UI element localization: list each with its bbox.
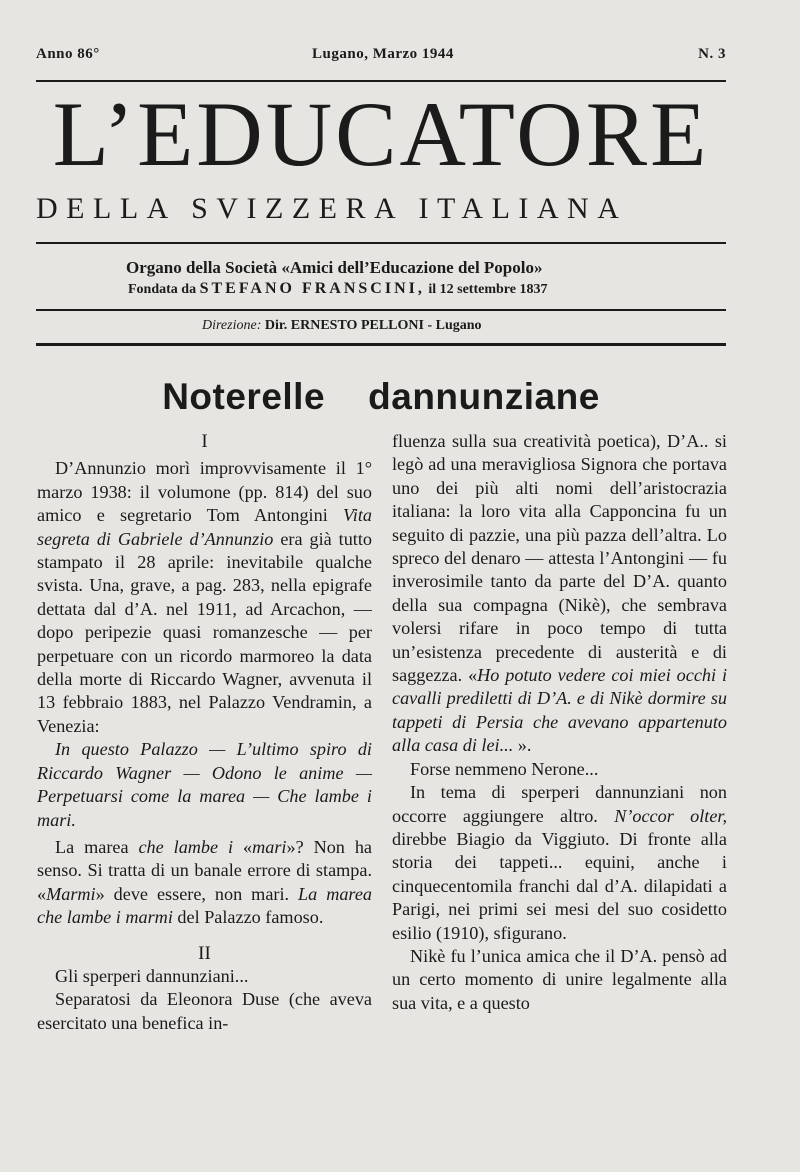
rule-above-direction (36, 309, 726, 311)
founded-prefix: Fondata da (128, 282, 197, 297)
paragraph: In tema di sperperi dannunziani non occorre aggiungere altro. N’occor olter, direbbe Biagio da Viggiuto. Di fronte alla storia dei tappeti... equini, anche i cinquecentomila franchi dal d’A. dilapidati a Parigi, nei primi sei mesi del suo cosidetto esilio (1910), sfigurano. (392, 782, 727, 943)
founder-name: STEFANO FRANSCINI, (199, 280, 425, 297)
issue-year: Anno 86° (36, 46, 100, 62)
rule-under-subtitle (36, 242, 726, 244)
issue-number: N. 3 (698, 46, 726, 62)
organo-line: Organo della Società «Amici dell’Educazione del Popolo» (126, 258, 543, 277)
header-line (36, 46, 726, 68)
paragraph: La marea che lambe i «mari»? Non ha senso. Si tratta di un banale errore di stampa. «Marmi» deve essere, non mari. La marea che lambe i marmi del Palazzo famoso. (37, 836, 373, 928)
rule-top (36, 80, 726, 82)
director-name: Dir. ERNESTO PELLONI - Lugano (264, 318, 482, 333)
direction-line (202, 318, 482, 334)
article-right-column (392, 430, 727, 1015)
journal-title: L’EDUCATORE (52, 83, 710, 185)
paragraph: Separatosi da Eleonora Duse (che aveva esercitato una benefica in- (37, 989, 372, 1033)
paragraph: D’Annunzio morì improvvisamente il 1° marzo 1938: il volumone (pp. 814) del suo amico e segretario Tom Antongini Vita segreta di Gabriele d’Annunzio era già tutto stampato il 28 aprile: inevitabile qualche svista. Una, grave, a pag. 283, nella epigrafe dettata dal d’A. nel 1911, ad Arcachon, — dopo peripezie quasi romanzesche — per perpetuare con un ricordo marmoreo la data della morte di Riccardo Wagner, avvenuta il 13 febbraio 1883, nel Palazzo Vendramin, a Venezia: (37, 458, 372, 736)
rule-bottom-masthead (36, 343, 726, 346)
place-date: Lugano, Marzo 1944 (312, 46, 454, 62)
founded-line (128, 280, 547, 298)
paragraph: Nikè fu l’unica amica che il D’A. pensò ad un certo momento di unire legalmente alla sua vita, e a questo (392, 945, 727, 1013)
section-numeral-1: I (201, 431, 208, 452)
article-left-column (37, 430, 372, 1035)
paragraph: Forse nemmeno Nerone... (410, 758, 599, 779)
section-numeral-2: II (198, 942, 211, 964)
paragraph: Gli sperperi dannunziani... (55, 965, 249, 986)
epigraph: In questo Palazzo — L’ultimo spiro di Riccardo Wagner — Odono le anime — Perpetuarsi come la marea — Che lambe i mari. (37, 739, 372, 830)
direction-label: Direzione: (202, 318, 262, 333)
journal-subtitle: DELLA SVIZZERA ITALIANA (36, 192, 628, 225)
article-headline: Noterelle dannunziane (162, 376, 600, 417)
paragraph: fluenza sulla sua creatività poetica), D’A.. si legò ad una meravigliosa Signora che portava uno dei più alti nomi dell’aristocrazia italiana: la loro vita alla Capponcina fu un seguito di pazzie, una più pazza dell’altra. Lo spreco del denaro — attesta l’Antongini — fu inverosimile tanto da parte del D’A. quanto della sua compagna (Nikè), che sembrava volersi rifare in poco tempo di tutta un’esistenza precedente di austerità e di saggezza. «Ho potuto vedere coi miei occhi i cavalli prediletti di D’A. e di Nikè dormire su tappeti di Persia che avevano appartenuto alla casa di lei... ». (392, 431, 727, 756)
founded-date: il 12 settembre 1837 (428, 282, 548, 297)
